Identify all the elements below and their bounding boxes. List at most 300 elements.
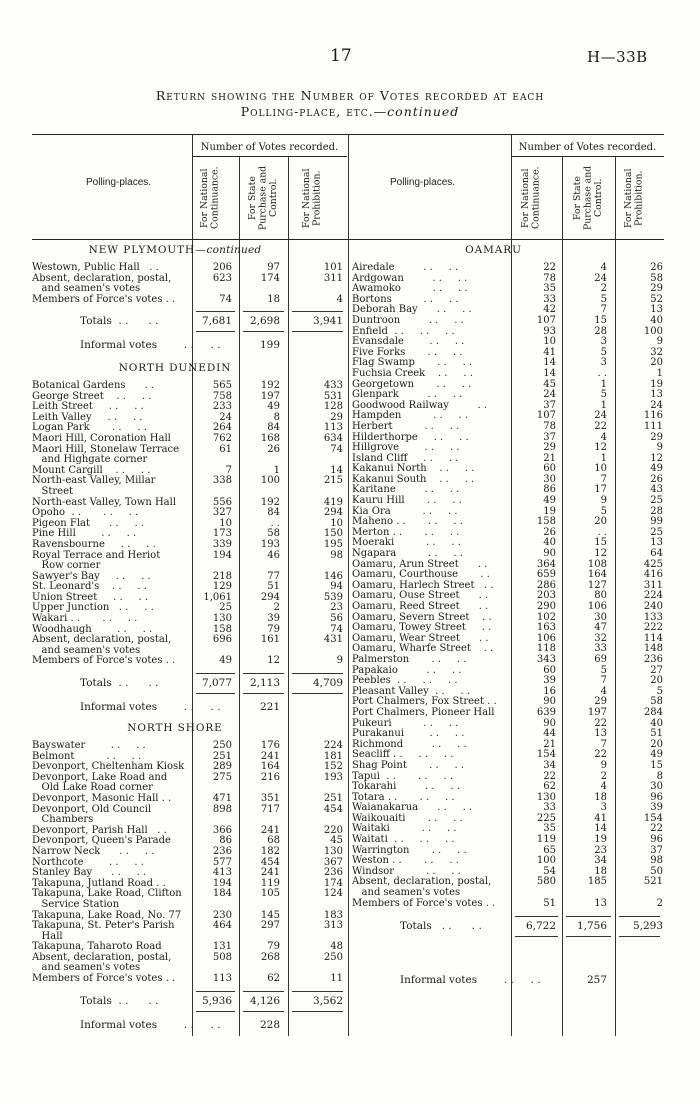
vote-count: 39 [267, 613, 280, 625]
vote-count: 8 [656, 770, 663, 782]
vote-count: 19 [543, 505, 556, 517]
vote-count: 717 [260, 803, 280, 815]
polling-place-name: Tokarahi . . . . [352, 781, 460, 793]
totals-rule [243, 1011, 284, 1012]
polling-place-name: Enfield . . . . . . [352, 325, 455, 337]
vote-count: 152 [323, 761, 343, 773]
total-votes: 5,293 [632, 919, 663, 932]
vote-count: 45 [543, 378, 556, 390]
polling-place-name: Deborah Bay . . . . [352, 304, 472, 316]
vote-count: 425 [643, 558, 663, 570]
left-votes-group-heading: Number of Votes recorded. [200, 142, 339, 153]
polling-place-name: Absent, declaration, postal, [32, 272, 172, 284]
polling-place-name: Maheno . . . . . . [352, 516, 463, 528]
vote-count: 5 [600, 389, 607, 401]
total-votes: 7,077 [201, 677, 232, 690]
polling-place-name: Moeraki . . . . [352, 537, 461, 549]
vote-count: 351 [260, 792, 280, 804]
vote-count: 3 [600, 336, 607, 348]
polling-place-name: Seacliff . . . . . . [352, 749, 454, 761]
page-number: 17 [330, 46, 352, 66]
vote-count: 297 [260, 920, 280, 932]
polling-place-name: Papakaio . . . . [352, 664, 462, 676]
vote-count: 84 [267, 507, 280, 519]
totals-rule [196, 1011, 235, 1012]
vote-count: 25 [219, 602, 232, 614]
vote-count: 78 [543, 272, 556, 284]
vote-count: 22 [594, 420, 607, 432]
vote-count: 48 [330, 941, 343, 953]
vote-count: 131 [212, 941, 232, 953]
vote-count: 158 [536, 516, 556, 528]
polling-place-name: and Highgate corner [32, 454, 148, 466]
vote-count: 556 [212, 496, 232, 508]
polling-place-name: Waikouaiti . . . . [352, 812, 463, 824]
vote-count: 5 [600, 664, 607, 676]
polling-place-name: Union Street . . . . [32, 591, 149, 603]
polling-place-name: Hall [32, 930, 63, 942]
vote-count: 29 [330, 411, 343, 423]
vote-count: 294 [323, 507, 343, 519]
vote-count: 96 [650, 834, 663, 846]
totals-rule [243, 311, 284, 312]
polling-place-name: Herbert . . . . [352, 420, 460, 432]
vote-count: 29 [650, 283, 663, 295]
polling-place-name: North-east Valley, Millar [32, 475, 156, 487]
vote-count: 113 [212, 973, 232, 985]
vote-count: 18 [594, 865, 607, 877]
vote-count: 275 [212, 771, 232, 783]
vote-count: 68 [267, 835, 280, 847]
vote-count: 22 [543, 262, 556, 273]
vote-count: 1 [600, 399, 607, 411]
vote-count: 40 [650, 717, 663, 729]
vote-count: 40 [650, 314, 663, 326]
polling-place-name: Merton . . . . . . [352, 526, 460, 538]
totals-rule [566, 916, 611, 917]
polling-place-name: Narrow Neck . . . . [32, 845, 155, 857]
vote-count: 40 [543, 537, 556, 549]
polling-place-name: Takapuna, Jutland Road . . [32, 877, 166, 889]
vote-count: 62 [267, 973, 280, 985]
informal-votes-label: Informal votes . . . . [400, 974, 541, 986]
vote-count: 433 [323, 380, 343, 391]
vote-count: 13 [650, 537, 663, 549]
vote-count: 1 [600, 378, 607, 390]
vote-count: 203 [536, 590, 556, 602]
vote-count: 250 [212, 740, 232, 751]
polling-place-name: Members of Force's votes . . [352, 897, 496, 909]
vote-count: 224 [323, 740, 343, 751]
left-col3-heading: For National Prohibition. [300, 168, 322, 228]
vote-count: 148 [643, 643, 663, 655]
totals-rule [196, 311, 235, 312]
vote-count: 24 [594, 272, 607, 284]
totals-rule [292, 331, 343, 332]
table-row [32, 434, 347, 445]
vote-count: 294 [260, 591, 280, 603]
vote-count: 108 [587, 558, 607, 570]
vote-count: 12 [267, 655, 280, 667]
vote-count: 220 [323, 824, 343, 836]
polling-place-name: Windsor . . . . [352, 865, 461, 877]
vote-count: 181 [323, 750, 343, 762]
totals-rule [292, 693, 343, 694]
polling-place-name: Ravensbourne . . . . [32, 538, 156, 550]
vote-count: 79 [267, 941, 280, 953]
table-row [352, 263, 664, 274]
vote-count: 34 [594, 855, 607, 867]
total-votes: 2,698 [249, 315, 280, 328]
polling-place-name: Takapuna, Lake Road, No. 77 [32, 909, 182, 921]
totals-label: Totals . . . . [80, 677, 159, 690]
vote-count: 44 [543, 728, 556, 740]
vote-count: 367 [323, 856, 343, 868]
vote-count: 758 [212, 390, 232, 402]
vote-count: 2 [600, 770, 607, 782]
vote-count: 13 [594, 728, 607, 740]
vote-count: 29 [650, 431, 663, 443]
right-col3-heading: For National Prohibition. [622, 168, 644, 228]
vote-count: 19 [594, 834, 607, 846]
vote-count: 164 [260, 761, 280, 773]
totals-label: Totals . . . . [80, 315, 159, 328]
totals-rule [243, 331, 284, 332]
polling-place-name: Pukeuri . . . . [352, 717, 459, 729]
polling-place-name: Leith Street . . . . [32, 401, 144, 413]
table-row [352, 708, 664, 719]
vote-count: 762 [212, 432, 232, 444]
vote-count: 60 [543, 664, 556, 676]
vote-count: 192 [260, 496, 280, 508]
polling-place-name: Waitaki . . . . [352, 823, 457, 835]
informal-votes-count: 221 [259, 701, 280, 714]
vote-count: 431 [323, 634, 343, 646]
vote-count: 168 [260, 432, 280, 444]
vote-count: 225 [536, 812, 556, 824]
polling-place-name: Awamoko . . . . [352, 283, 468, 295]
vote-count: 2 [273, 602, 280, 614]
vote-count: 236 [212, 845, 232, 857]
vote-count: 580 [536, 876, 556, 888]
vote-count: 7 [600, 675, 607, 687]
polling-place-name: Oamaru, Wear Street . . [352, 632, 489, 644]
vote-count: 54 [543, 865, 556, 877]
table-row [32, 741, 347, 752]
vote-count: 22 [543, 770, 556, 782]
polling-place-name: Bortons . . . . [352, 293, 459, 305]
vote-count: 52 [650, 293, 663, 305]
polling-place-name: Leith Valley . . . . [32, 411, 143, 423]
table-row [352, 602, 664, 613]
vote-count: 37 [543, 399, 556, 411]
vote-count: 58 [650, 696, 663, 708]
vote-count: 311 [643, 579, 663, 591]
right-group-rule [511, 156, 664, 157]
vote-count: 224 [643, 590, 663, 602]
vote-count: 119 [536, 834, 556, 846]
polling-place-name: Devonport, Lake Road and [32, 771, 168, 783]
vote-count: 154 [536, 749, 556, 761]
vote-count: 74 [330, 623, 343, 635]
vote-count: 233 [212, 401, 232, 413]
vote-count: 90 [543, 548, 556, 560]
vote-count: 531 [323, 390, 343, 402]
polling-place-name: Members of Force's votes . . [32, 655, 176, 667]
vote-count: 696 [212, 634, 232, 646]
vote-count: 111 [643, 420, 663, 432]
polling-place-name: Goodwood Railway . . [352, 399, 488, 411]
vote-count: 24 [543, 389, 556, 401]
vote-count: 51 [650, 728, 663, 740]
vote-count: 194 [212, 877, 232, 889]
polling-place-name: Ngapara . . . . [352, 548, 463, 560]
vote-count: 49 [650, 749, 663, 761]
polling-place-name: Logan Park . . . . [32, 422, 147, 434]
polling-place-name: Oamaru, Severn Street . . [352, 611, 492, 623]
table-row [32, 487, 347, 498]
vote-count: 114 [643, 632, 663, 644]
polling-place-name: Fuchsia Creek . . . . [352, 367, 473, 379]
totals-label: Totals . . . . [400, 919, 482, 932]
vote-count: 100 [260, 475, 280, 487]
vote-count: 24 [219, 411, 232, 423]
vote-count: 26 [650, 262, 663, 273]
vote-count: 35 [543, 283, 556, 295]
rows-block [32, 381, 347, 667]
vote-count: 98 [330, 549, 343, 561]
polling-place-name: Glenpark . . . . [352, 389, 463, 401]
vote-count: 74 [219, 293, 232, 305]
vote-count: 100 [643, 325, 663, 337]
vote-count: 3 [600, 357, 607, 369]
vote-count: 20 [650, 675, 663, 687]
vote-count: 33 [543, 293, 556, 305]
total-votes: 2,113 [249, 677, 280, 690]
vote-count: 41 [594, 812, 607, 824]
totals-rule [566, 936, 611, 937]
vote-count: 124 [323, 888, 343, 900]
polling-place-name: Oamaru, Wharfe Street . . [352, 643, 494, 655]
polling-place-name: Row corner [32, 560, 101, 572]
totals-rule [292, 673, 343, 674]
polling-place-name: Absent, declaration, postal, [352, 876, 492, 888]
rows-block [32, 741, 347, 985]
total-votes: 7,681 [201, 315, 232, 328]
total-votes: 3,941 [312, 315, 343, 328]
right-votes-group-heading: Number of Votes recorded. [518, 142, 657, 153]
vote-count: 14 [594, 823, 607, 835]
table-row [32, 263, 347, 274]
polling-place-name: Evansdale . . . . [352, 336, 465, 348]
vote-count: 1,061 [203, 591, 232, 603]
vote-count: 10 [594, 463, 607, 475]
polling-place-name: Belmont . . . . [32, 750, 142, 762]
section-title: OAMARU [465, 244, 522, 256]
total-votes: 4,126 [249, 994, 280, 1007]
totals-rule [619, 936, 660, 937]
vote-count: 16 [543, 685, 556, 697]
polling-place-name: Airedale . . . . [352, 262, 459, 273]
polling-place-name: and seamen's votes [32, 644, 141, 656]
vote-count: 60 [543, 463, 556, 475]
polling-place-name: Oamaru, Harlech Street . . [352, 579, 494, 591]
vote-count: 97 [267, 262, 280, 273]
vote-count: 18 [594, 791, 607, 803]
table-row [352, 899, 664, 910]
vote-count: 113 [323, 422, 343, 434]
right-polling-places-heading: Polling-places. [390, 177, 456, 188]
vote-count: 154 [643, 812, 663, 824]
vote-count: 206 [212, 262, 232, 273]
polling-place-name: Takapuna, Lake Road, Clifton [32, 888, 182, 900]
vote-count: 659 [536, 569, 556, 581]
polling-place-name: Kakanui North . . . . [352, 463, 475, 475]
table-row [352, 316, 664, 327]
totals-rule [619, 916, 660, 917]
total-votes: 3,562 [312, 994, 343, 1007]
vote-count: 23 [594, 844, 607, 856]
vote-count: 37 [650, 844, 663, 856]
vote-count: 5 [600, 293, 607, 305]
section-title: NORTH SHORE [127, 722, 223, 734]
center-rule [348, 134, 349, 1036]
vote-count: 454 [323, 803, 343, 815]
vote-count: 3 [600, 802, 607, 814]
table-row [32, 295, 347, 306]
rows-block [32, 263, 347, 305]
vote-count: 7 [600, 473, 607, 485]
polling-place-name: Sawyer's Bay . . . . [32, 570, 151, 582]
polling-place-name: Richmond . . . . [352, 738, 467, 750]
vote-count: 8 [273, 411, 280, 423]
totals-rule [515, 916, 558, 917]
vote-count: 192 [260, 380, 280, 391]
vote-count: 58 [650, 272, 663, 284]
vote-count: 102 [536, 611, 556, 623]
vote-count: 290 [536, 601, 556, 612]
table-row [32, 974, 347, 985]
vote-count: 454 [260, 856, 280, 868]
polling-place-name: Kia Ora . . . . [352, 505, 458, 517]
vote-count: 30 [543, 473, 556, 485]
vote-count: 46 [267, 549, 280, 561]
vote-count: 184 [212, 888, 232, 900]
table-row [352, 369, 664, 380]
vote-count: . . [597, 367, 607, 379]
vote-count: 251 [323, 792, 343, 804]
polling-place-name: Kauru Hill . . . . [352, 495, 462, 507]
vote-count: 193 [260, 538, 280, 550]
vote-count: 240 [643, 601, 663, 612]
vote-count: 130 [323, 845, 343, 857]
vote-count: 42 [543, 304, 556, 316]
vote-count: 339 [212, 538, 232, 550]
polling-place-name: Devonport, Queen's Parade [32, 835, 171, 847]
vote-count: 94 [330, 581, 343, 593]
vote-count: 15 [594, 314, 607, 326]
polling-place-name: Island Cliff . . . . [352, 452, 459, 464]
vote-count: 145 [260, 909, 280, 921]
polling-place-name: Takapuna, St. Peter's Parish [32, 920, 175, 932]
polling-place-name: Hampden . . . . [352, 410, 469, 422]
vote-count: 84 [267, 422, 280, 434]
vote-count: 5 [600, 505, 607, 517]
totals-rule [196, 673, 235, 674]
vote-count: 20 [650, 738, 663, 750]
vote-count: 13 [594, 897, 607, 909]
vote-count: 24 [594, 410, 607, 422]
informal-votes-count: 257 [586, 974, 607, 986]
polling-place-name: Devonport, Parish Hall . . [32, 824, 167, 836]
vote-count: 47 [594, 622, 607, 634]
polling-place-name: Hillgrove . . . . [352, 442, 460, 454]
vote-count: 33 [543, 802, 556, 814]
vote-count: 33 [594, 643, 607, 655]
polling-place-name: Tapui . . . . . . [352, 770, 454, 782]
polling-place-name: Botanical Gardens . . [32, 380, 155, 391]
vote-count: 19 [650, 378, 663, 390]
vote-count: 28 [650, 505, 663, 517]
vote-count: 34 [543, 759, 556, 771]
vote-count: 366 [212, 824, 232, 836]
vote-count: 216 [260, 771, 280, 783]
totals-rule [515, 936, 558, 937]
vote-count: 45 [330, 835, 343, 847]
vote-count: 128 [323, 401, 343, 413]
vote-count: 15 [650, 759, 663, 771]
polling-place-name: Flag Swamp . . . . [352, 357, 473, 369]
vote-count: 17 [594, 484, 607, 496]
polling-place-name: Oamaru, Courthouse . . [352, 569, 490, 581]
vote-count: 286 [536, 579, 556, 591]
left-col2-heading: For State Purchase and Control. [246, 165, 279, 231]
vote-count: 5 [656, 685, 663, 697]
polling-place-name: Members of Force's votes . . [32, 973, 176, 985]
vote-count: 14 [543, 367, 556, 379]
vote-count: 10 [543, 336, 556, 348]
vote-count: 215 [323, 475, 343, 487]
polling-place-name: Port Chalmers, Pioneer Hall [352, 706, 495, 718]
vote-count: 28 [594, 325, 607, 337]
vote-count: 98 [650, 855, 663, 867]
vote-count: 116 [643, 410, 663, 422]
polling-place-name: Devonport, Masonic Hall . . [32, 792, 172, 804]
polling-place-name: Devonport, Cheltenham Kiosk [32, 761, 185, 773]
vote-count: 130 [212, 613, 232, 625]
polling-place-name: Ardgowan . . . . [352, 272, 468, 284]
vote-count: 241 [260, 867, 280, 879]
polling-place-name: Members of Force's votes . . [32, 293, 176, 305]
totals-rule [292, 1011, 343, 1012]
vote-count: 30 [594, 611, 607, 623]
polling-place-name: Opoho . . . . . . [32, 507, 139, 519]
left-group-rule [192, 156, 347, 157]
vote-count: 37 [543, 431, 556, 443]
polling-place-name: Royal Terrace and Heriot [32, 549, 161, 561]
polling-place-name: Bayswater . . . . [32, 740, 146, 751]
vote-count: 164 [587, 569, 607, 581]
table-row [32, 847, 347, 858]
vote-count: 289 [212, 761, 232, 773]
return-subtitle: Polling-place, etc.—continued [240, 104, 460, 119]
vote-count: 96 [650, 791, 663, 803]
polling-place-name: George Street . . . . [32, 390, 152, 402]
vote-count: 26 [650, 473, 663, 485]
vote-count: 416 [643, 569, 663, 581]
vote-count: 222 [643, 622, 663, 634]
vote-count: 195 [323, 538, 343, 550]
